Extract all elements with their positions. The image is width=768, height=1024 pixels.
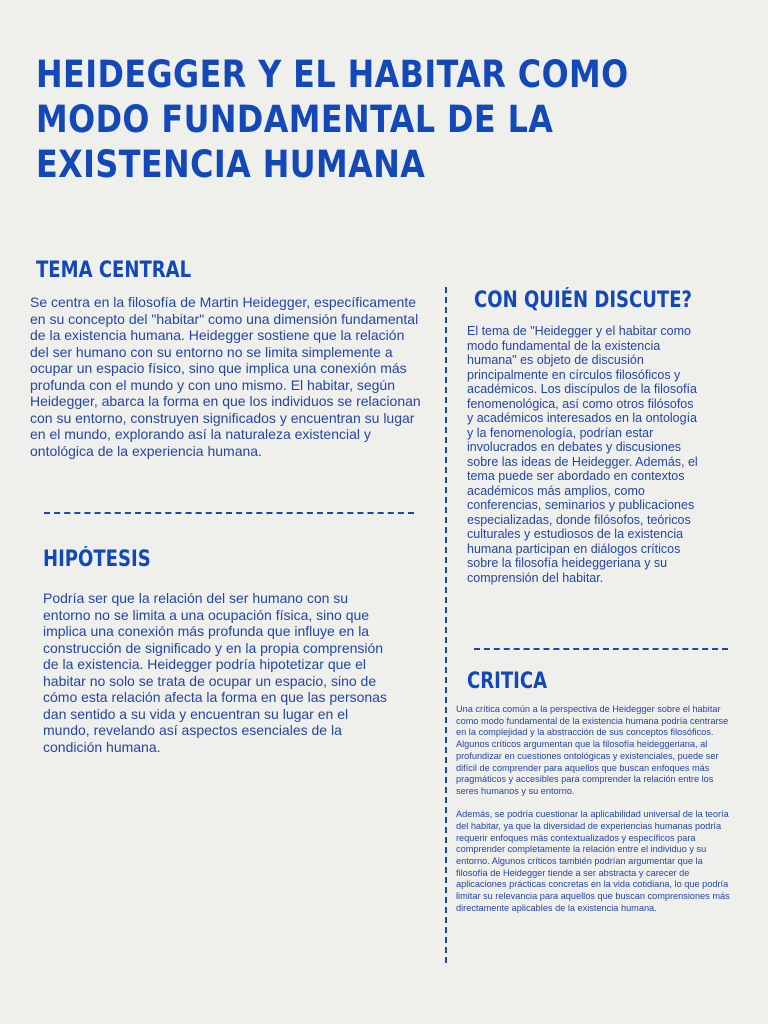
critica-text <box>456 704 736 926</box>
page-title: HEIDEGGER Y EL HABITAR COMO MODO FUNDAMENTAL DE LA EXISTENCIA HUMANA <box>36 53 629 186</box>
hipotesis-heading: HIPÓTESIS <box>43 547 151 572</box>
critica-paragraph-2: Además, se podría cuestionar la aplicabilidad universal de la teoría del habitar, ya que la diversidad de experiencias humanas podría requerir enfoques más contextualizados y específicos para comprender completamente la relación entre el individuo y su entorno. Algunos críticos también podrían argumentar que la filosofía de Heidegger tiende a ser abstracta y carecer de aplicaciones prácticas concretas en la vida cotidiana, lo que podría limitar su relevancia para aquellos que buscan comprensiones más directamente aplicables de la existencia humana. <box>456 809 730 913</box>
critica-heading: CRITICA <box>467 669 548 694</box>
tema-central-text: Se centra en la filosofía de Martin Heidegger, específicamente en su concepto del "habitar" como una dimensión fundamental de la existencia humana. Heidegger sostiene que la relación del ser humano con su entorno no se limita simplemente a ocupar un espacio físico, sino que implica una conexión más profunda con el mundo y con uno mismo. El habitar, según Heidegger, abarca la forma en que los individuos se relacionan con su entorno, construyen significados y encuentran su lugar en el mundo, explorando así la naturaleza existencial y ontológica de la experiencia humana. <box>30 294 421 459</box>
column-divider <box>445 287 447 963</box>
section-divider <box>474 648 728 650</box>
hipotesis-text: Podría ser que la relación del ser humano con su entorno no se limita a una ocupación física, sino que implica una conexión más profunda que influye en la construcción de significado y en la propia comprensión de la existencia. Heidegger podría hipotetizar que el habitar no solo se trata de ocupar un espacio, sino de cómo esta relación afecta la forma en que las personas dan sentido a su vida y encuentran su lugar en el mundo, revelando así aspectos esenciales de la condición humana. <box>43 590 387 755</box>
critica-paragraph-1: Una crítica común a la perspectiva de Heidegger sobre el habitar como modo fundamental de la existencia humana podría centrarse en la complejidad y la abstracción de sus conceptos filosóficos. Algunos críticos argumentan que la filosofía heideggeriana, al profundizar en cuestiones ontológicas y existenciales, puede ser difícil de comprender para aquellos que buscan enfoques más pragmáticos y accesibles para comprender la relación entre los seres humanos y su entorno. <box>456 704 729 796</box>
tema-central-heading: TEMA CENTRAL <box>36 258 192 283</box>
con-quien-discute-heading: CON QUIÉN DISCUTE? <box>474 288 693 313</box>
con-quien-discute-text: El tema de "Heidegger y el habitar como modo fundamental de la existencia humana" es objeto de discusión principalmente en círculos filosóficos y académicos. Los discípulos de la filosofía fenomenológica, así como otros filósofos y académicos interesados en la ontología y la fenomenología, podrían estar involucrados en debates y discusiones sobre las ideas de Heidegger. Además, el tema puede ser abordado en contextos académicos más amplios, como conferencias, seminarios y publicaciones especializadas, donde filósofos, teóricos culturales y estudiosos de la existencia humana participan en diálogos críticos sobre la filosofía heideggeriana y su comprensión del habitar. <box>467 324 698 585</box>
section-divider <box>44 512 414 514</box>
